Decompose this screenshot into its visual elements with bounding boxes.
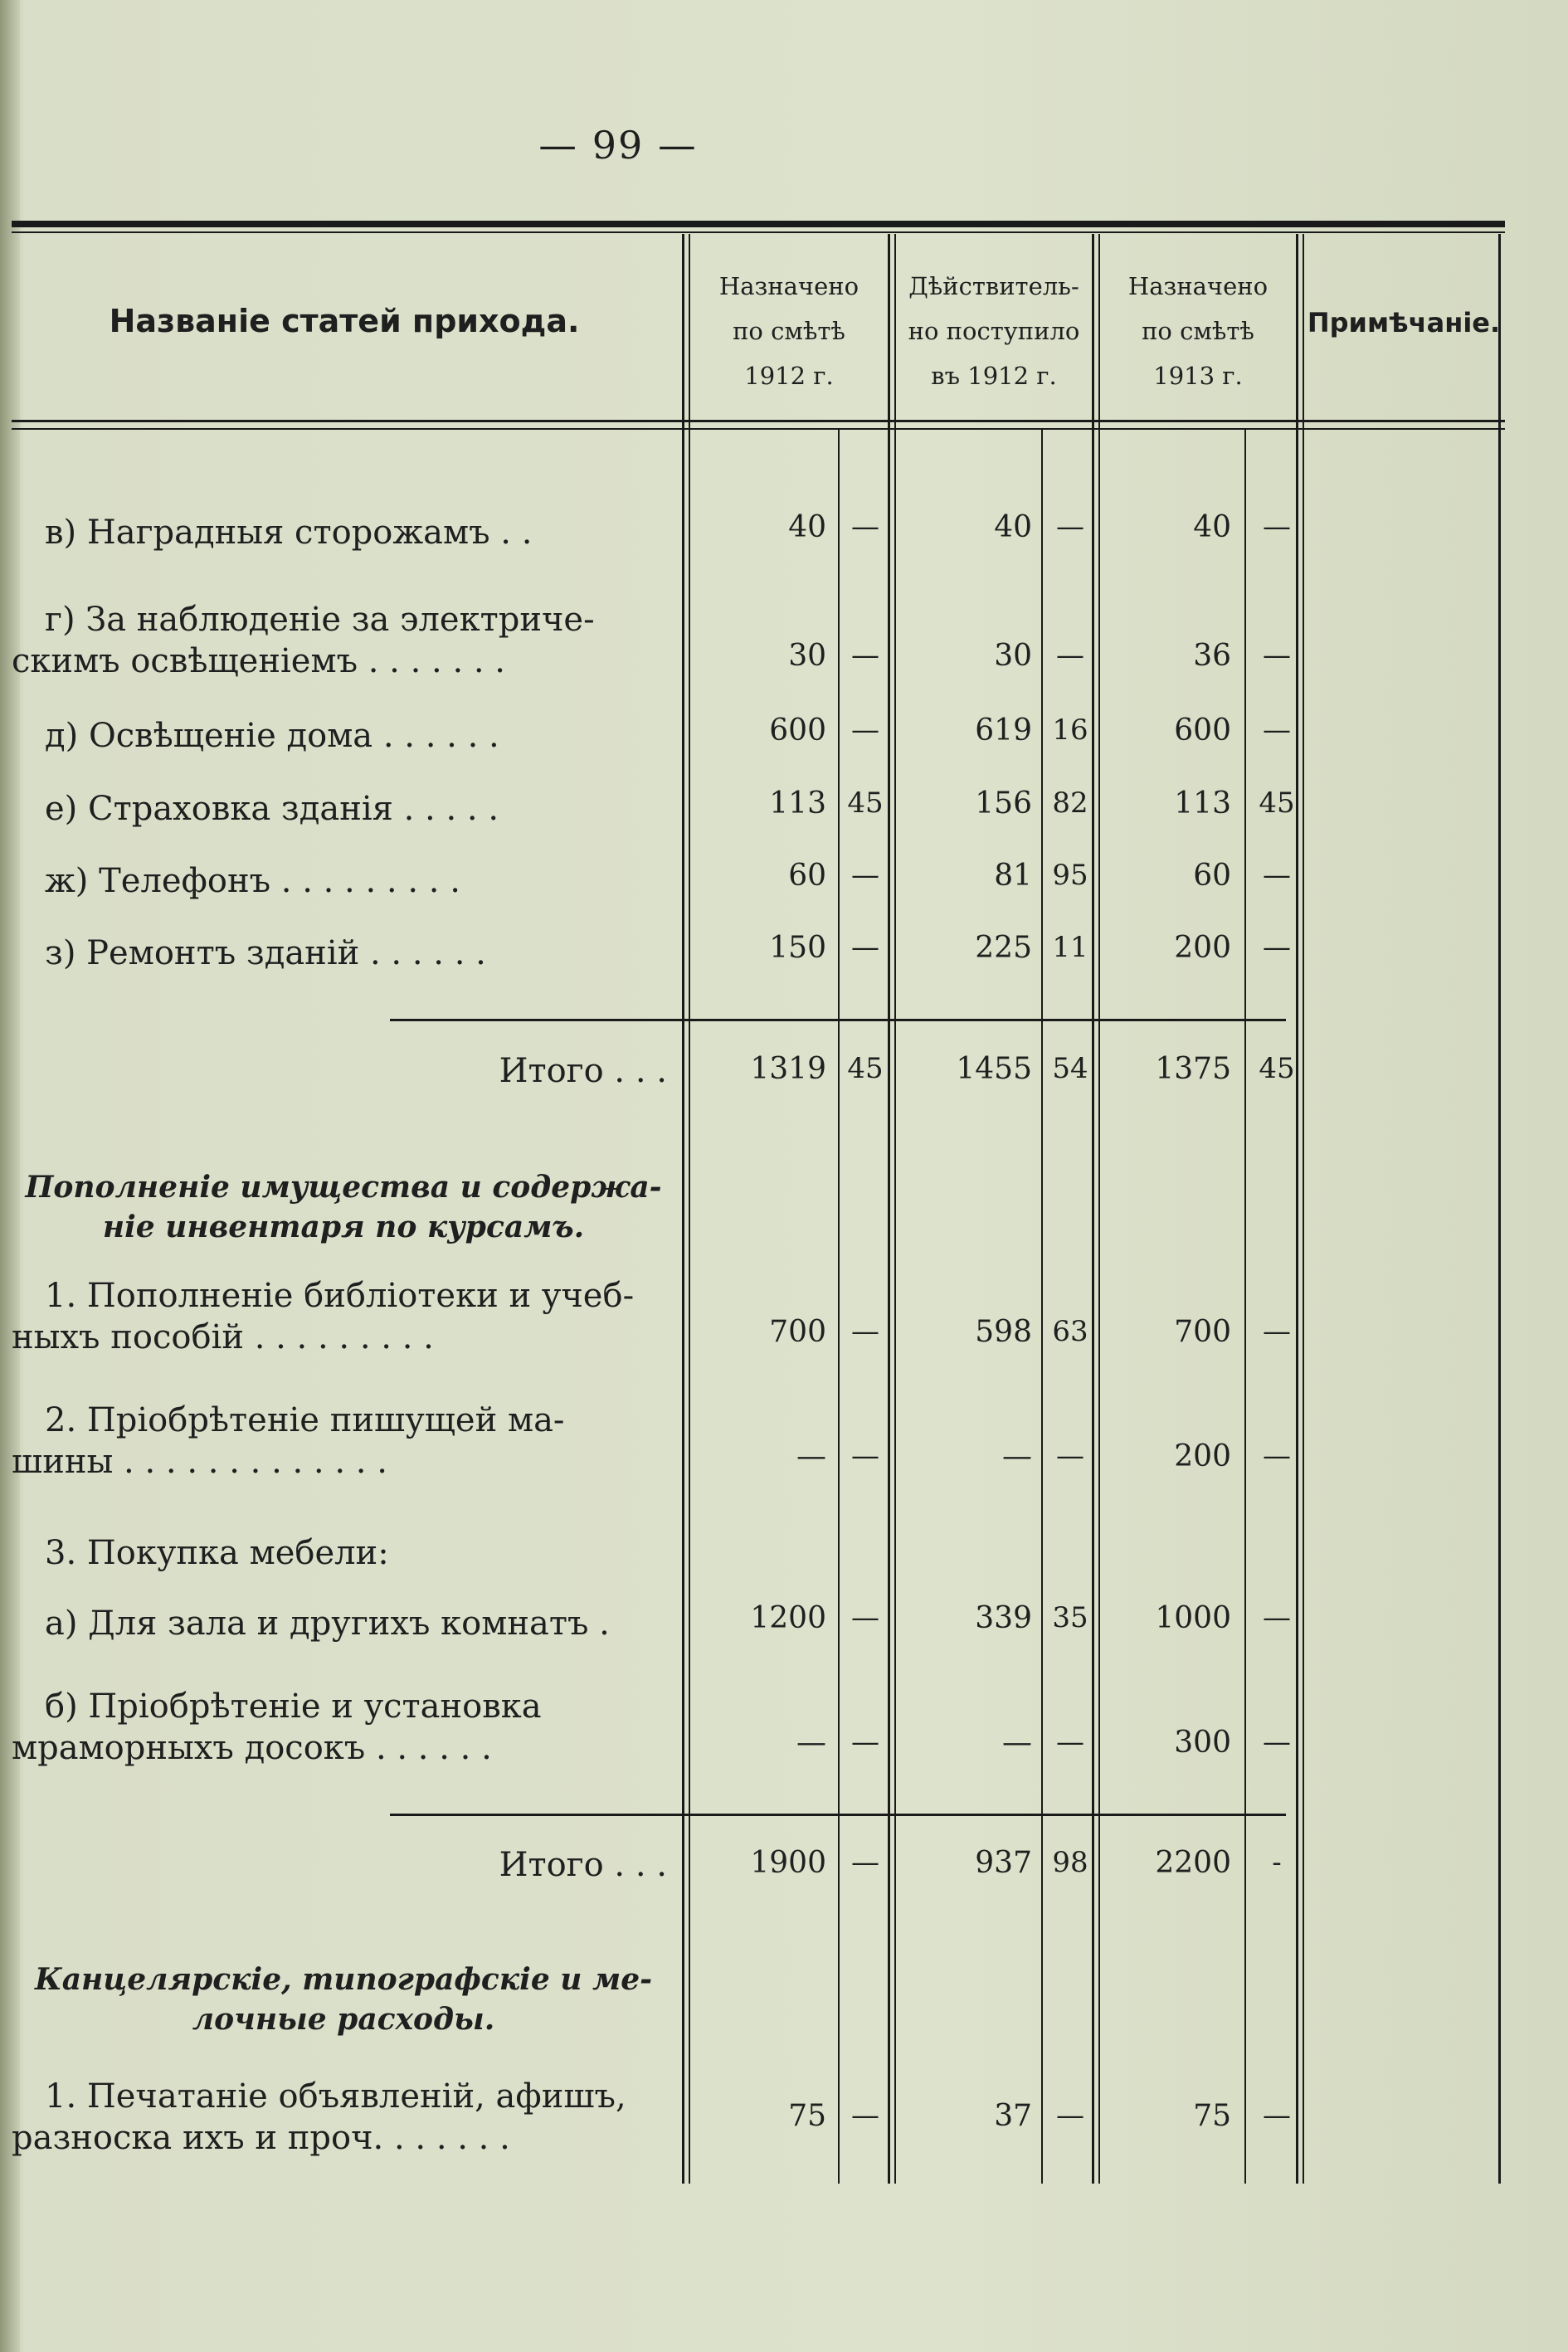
total-row: Итого . . . 1900 — 937 98 2200 -	[499, 1846, 1282, 1884]
section-heading: Канцелярскіе, типографскіе и ме- лочные расходы.	[34, 1962, 653, 2037]
total-row: Итого . . . 1319 45 1455 54 1375 45	[499, 1052, 1295, 1090]
table-row: з) Ремонтъ зданій . . . . . . 150 — 225 11 200 —	[45, 931, 1291, 972]
section-heading: Пополненіе имущества и содержа- ніе инвентаря по курсамъ.	[25, 1170, 662, 1244]
table-row: 1. Печатаніе объявленій, афишъ, разноска ихъ и проч. . . . . . . 75 — 37 — 75 —	[12, 2077, 1291, 2157]
table-row: 1. Пополненіе библіотеки и учеб- ныхъ пособій . . . . . . . . . 700 — 598 63 700 —	[12, 1277, 1291, 1356]
subsection-heading: 3. Покупка мебели:	[45, 1534, 389, 1572]
table-row: д) Освѣщеніе дома . . . . . . 600 — 619 16 600 —	[45, 713, 1291, 755]
table-row: е) Страховка зданія . . . . . 113 45 156 82 113 45	[45, 786, 1295, 828]
header-planned-1913: Назначено по смѣтѣ 1913 г.	[1127, 272, 1269, 390]
page-number-value: 99	[592, 123, 645, 168]
table-row: в) Наградныя сторожамъ . . 40 — 40 — 40 —	[45, 510, 1291, 552]
table-row: 2. Пріобрѣтеніе пишущей ма- шины . . . . . . . . . . . . . — — — — 200 —	[12, 1401, 1291, 1481]
header-actual-1912: Дѣйствитель- но поступило въ 1912 г.	[908, 272, 1080, 390]
table-row: б) Пріобрѣтеніе и установка мраморныхъ досокъ . . . . . . — — — — 300 —	[12, 1687, 1291, 1767]
table-row: ж) Телефонъ . . . . . . . . . 60 — 81 95 60 —	[45, 859, 1291, 900]
header-title: Названіе статей прихода.	[109, 303, 580, 339]
page-number: — 99 —	[538, 123, 698, 168]
header-notes: Примѣчаніе.	[1307, 307, 1501, 338]
table-row: г) За наблюденіе за электриче- скимъ освѣщеніемъ . . . . . . . 30 — 30 — 36 —	[12, 601, 1291, 680]
table-row: а) Для зала и другихъ комнатъ . 1200 — 339 35 1000 —	[45, 1601, 1291, 1643]
header-planned-1912: Назначено по смѣтѣ 1912 г.	[718, 272, 859, 390]
